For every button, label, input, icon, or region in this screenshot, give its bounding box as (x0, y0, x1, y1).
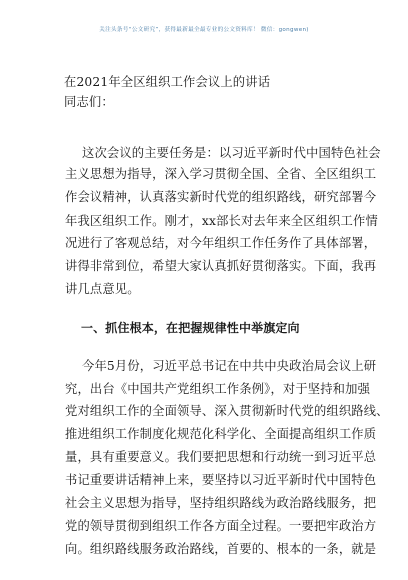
paragraph-line: 书记重要讲话精神上来，要坚持以习近平新时代中国特色 (65, 473, 377, 487)
salutation: 同志们： (64, 95, 114, 109)
paragraph-line: 党的领导贯彻到组织工作各方面全过程。一要把牢政治方 (65, 519, 377, 533)
paragraph-line: 今年5月份，习近平总书记在中共中央政治局会议上研 (82, 359, 377, 373)
paragraph-line: 向。组织路线服务政治路线，首要的、根本的一条，就是 (65, 542, 377, 556)
paragraph-line: 讲几点意见。 (65, 282, 140, 296)
paragraph-line: 究，出台《中国共产党组织工作条例》，对于坚持和加强 (65, 382, 371, 396)
paragraph-line: 党对组织工作的全面领导、深入贯彻新时代党的组织路线、 (65, 404, 389, 418)
paragraph-line: 讲得非常到位，希望大家认真抓好贯彻落实。下面，我再 (65, 259, 377, 273)
header-banner: 关注头条号“公文研究”，获得最新最全最专业的公文资料库！ 微信：gongwen) (99, 27, 309, 33)
paragraph-line: 这次会议的主要任务是：以习近平新时代中国特色社会 (82, 146, 381, 160)
paragraph-line: 况进行了客观总结，对今年组织工作任务作了具体部署， (65, 236, 377, 250)
paragraph-line: 社会主义思想为指导，坚持组织路线为政治路线服务，把 (65, 496, 377, 510)
paragraph-line: 主义思想为指导，深入学习贯彻全国、全省、全区组织工 (65, 167, 377, 181)
document-title: 在2021年全区组织工作会议上的讲话 (64, 75, 271, 89)
section-heading: 一、抓住根本，在把握规律性中举旗定向 (81, 321, 300, 335)
paragraph-line: 量，具有重要意义。我们要把思想和行动统一到习近平总 (65, 450, 377, 464)
paragraph-line: 年我区组织工作。刚才，xx部长对去年来全区组织工作情 (65, 214, 378, 228)
paragraph-line: 推进组织工作制度化规范化科学化、全面提高组织工作质 (65, 427, 377, 441)
paragraph-line: 作会议精神，认真落实新时代党的组织路线，研究部署今 (65, 190, 377, 204)
